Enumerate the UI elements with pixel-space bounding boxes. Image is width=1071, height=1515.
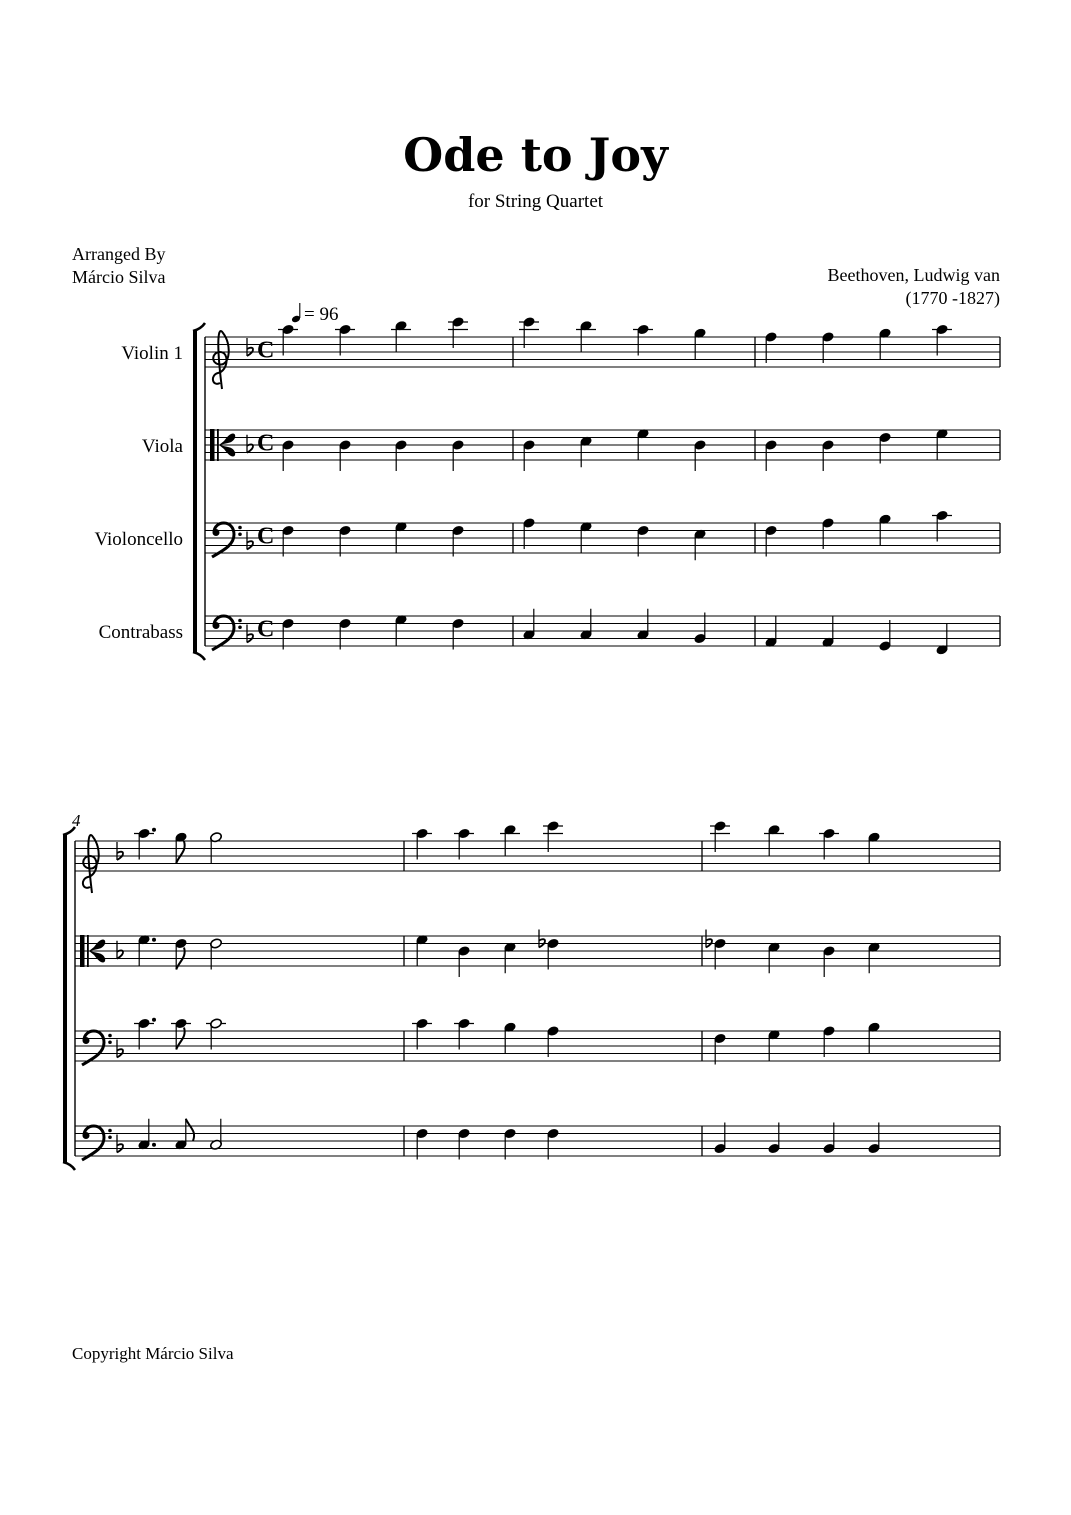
note [210, 1119, 223, 1151]
note [823, 1025, 836, 1057]
note [206, 1018, 226, 1050]
note [282, 618, 295, 650]
note [175, 832, 188, 864]
note [580, 521, 593, 553]
time-signature: C [257, 337, 275, 364]
note [936, 428, 949, 460]
note [504, 942, 517, 974]
composer-name: Beethoven, Ludwig van [827, 265, 1000, 285]
note [282, 525, 295, 557]
note [454, 828, 474, 860]
staff-violin1 [75, 820, 1000, 893]
note [391, 320, 411, 352]
note [637, 428, 650, 460]
staff-viola [75, 930, 1000, 978]
note [580, 436, 593, 468]
note [175, 938, 188, 970]
note [412, 1018, 432, 1050]
note [504, 1128, 517, 1160]
accidental-flat-icon [539, 930, 545, 948]
note [523, 517, 536, 549]
note [765, 439, 778, 471]
note [339, 618, 352, 650]
note [714, 1123, 727, 1155]
staff-violoncello [94, 510, 1000, 560]
note [543, 820, 563, 852]
treble-clef-icon [213, 331, 229, 389]
bracket-bottom [63, 1162, 75, 1170]
staff-contrabass [99, 609, 1000, 656]
note [458, 1128, 471, 1160]
tempo-text: = 96 [304, 304, 339, 325]
note [278, 324, 298, 356]
note [138, 934, 156, 966]
staff-violoncello [75, 1018, 1000, 1065]
note [633, 324, 653, 356]
instrument-name: Violoncello [94, 529, 183, 550]
augmentation-dot [152, 938, 156, 942]
note [637, 525, 650, 557]
instrument-name: Contrabass [98, 622, 183, 643]
augmentation-dot [152, 828, 156, 832]
note [879, 328, 892, 360]
bass-clef-icon [82, 1126, 112, 1160]
bracket-bottom [193, 652, 205, 660]
note [500, 824, 520, 856]
note [175, 1119, 195, 1151]
time-signature: C [257, 523, 275, 550]
note [819, 828, 839, 860]
note [523, 609, 536, 641]
score-title: Ode to Joy [403, 128, 668, 182]
time-signature: C [257, 430, 275, 457]
note [452, 439, 465, 471]
note [822, 616, 835, 648]
note [932, 324, 952, 356]
note [768, 1123, 781, 1155]
note [339, 439, 352, 471]
arranger-name: Márcio Silva [72, 267, 166, 287]
tempo-marking [291, 303, 338, 325]
note [879, 432, 892, 464]
note [694, 439, 707, 471]
note [134, 1018, 156, 1050]
note [210, 938, 223, 970]
note [868, 942, 881, 974]
arranger-label: Arranged By [72, 244, 166, 264]
note [339, 525, 352, 557]
note [637, 609, 650, 641]
augmentation-dot [152, 1018, 156, 1022]
note [868, 1022, 881, 1054]
note [580, 609, 593, 641]
note [879, 514, 892, 546]
composer-dates: (1770 -1827) [905, 288, 1000, 308]
bracket-top [193, 323, 205, 331]
note [458, 945, 471, 977]
key-signature-flat-icon [117, 1040, 123, 1058]
key-signature-flat-icon [247, 625, 253, 643]
note [694, 328, 707, 360]
key-signature-flat-icon [247, 338, 253, 356]
note [879, 620, 892, 652]
note [768, 1029, 781, 1061]
note [523, 439, 536, 471]
note [454, 1018, 474, 1050]
note [694, 529, 707, 561]
note [694, 613, 707, 645]
note [416, 1128, 429, 1160]
staff-contrabass [75, 1119, 1000, 1160]
note [710, 820, 730, 852]
note [335, 324, 355, 356]
note [932, 510, 952, 542]
score-subtitle: for String Quartet [467, 191, 604, 212]
note [822, 439, 835, 471]
note [171, 1018, 191, 1050]
flag [176, 841, 184, 863]
instrument-name: Viola [141, 436, 183, 457]
note [416, 934, 429, 966]
note [452, 525, 465, 557]
system-bracket [63, 835, 67, 1162]
system-2 [63, 811, 1000, 1170]
note [519, 316, 539, 348]
note [714, 1033, 727, 1065]
note [210, 832, 223, 864]
treble-clef-icon [83, 835, 99, 893]
note [823, 1123, 836, 1155]
note [576, 320, 596, 352]
system-1 [94, 303, 1000, 660]
note [452, 618, 465, 650]
instrument-name: Violin 1 [121, 343, 183, 364]
note [822, 331, 835, 363]
flag [186, 1119, 194, 1141]
key-signature-flat-icon [247, 532, 253, 550]
note [282, 439, 295, 471]
note [504, 1022, 517, 1054]
note [764, 824, 784, 856]
time-signature: C [257, 616, 275, 643]
note [395, 521, 408, 553]
note [868, 832, 881, 864]
note [768, 942, 781, 974]
note [822, 517, 835, 549]
copyright-notice: Copyright Márcio Silva [72, 1344, 234, 1363]
note [765, 331, 778, 363]
note [134, 828, 156, 860]
note [395, 439, 408, 471]
staff-violin1 [121, 316, 1000, 389]
accidental-flat-icon [706, 930, 712, 948]
note [448, 316, 468, 348]
note [823, 945, 836, 977]
note [138, 1119, 156, 1151]
bass-clef-icon [212, 523, 242, 557]
note [936, 624, 949, 656]
note [547, 1128, 560, 1160]
staff-viola [142, 428, 1000, 471]
note [547, 1025, 560, 1057]
note [765, 525, 778, 557]
note [765, 616, 778, 648]
key-signature-flat-icon [117, 842, 123, 860]
note [395, 614, 408, 646]
bass-clef-icon [82, 1031, 112, 1065]
bass-clef-icon [212, 616, 242, 650]
augmentation-dot [152, 1143, 156, 1147]
note [412, 828, 432, 860]
key-signature-flat-icon [117, 1135, 123, 1153]
system-bracket [193, 331, 197, 652]
note [868, 1123, 881, 1155]
measure-number: 4 [72, 811, 81, 830]
